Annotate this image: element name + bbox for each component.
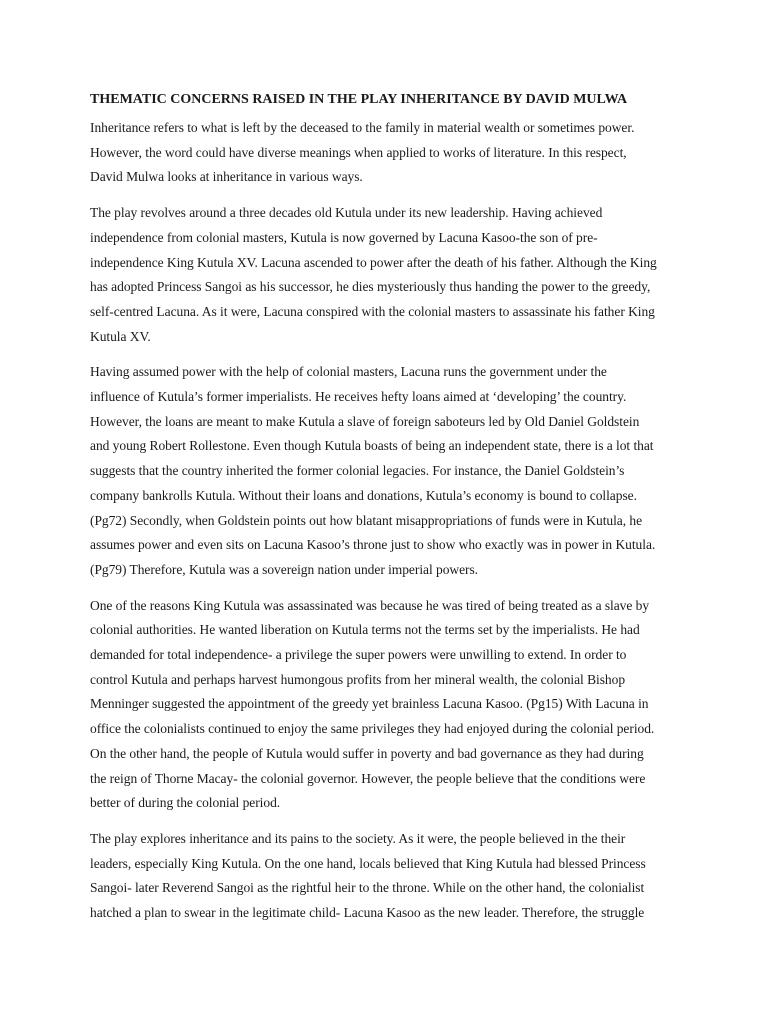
paragraph-line: David Mulwa looks at inheritance in various ways.: [90, 169, 363, 185]
paragraph-line: One of the reasons King Kutula was assassinated was because he was tired of being treated as a slave by: [90, 597, 650, 613]
paragraph-line: Menninger suggested the appointment of the greedy yet brainless Lacuna Kasoo. (Pg15) With Lacuna in: [90, 696, 649, 712]
paragraph-line: influence of Kutula’s former imperialists. He receives hefty loans aimed at ‘developing’ the country.: [90, 389, 627, 405]
paragraph-line: However, the word could have diverse meanings when applied to works of literature. In this respect,: [90, 144, 627, 160]
paragraph-line: suggests that the country inherited the former colonial legacies. For instance, the Daniel Goldstein’s: [90, 463, 625, 479]
paragraph-line: self-centred Lacuna. As it were, Lacuna conspired with the colonial masters to assassinate his father King: [90, 303, 655, 319]
paragraph-line: leaders, especially King Kutula. On the one hand, locals believed that King Kutula had blessed Princess: [90, 855, 646, 871]
paragraph-line: colonial authorities. He wanted liberation on Kutula terms not the terms set by the imperialists. He had: [90, 622, 640, 638]
paragraph-line: (Pg72) Secondly, when Goldstein points out how blatant misappropriations of funds were in Kutula, he: [90, 512, 643, 528]
paragraph-line: better of during the colonial period.: [90, 795, 281, 811]
paragraph-line: independence King Kutula XV. Lacuna ascended to power after the death of his father. Although the King: [90, 254, 657, 270]
paragraph-line: and young Robert Rollestone. Even though Kutula boasts of being an independent state, there is a lot that: [90, 438, 654, 454]
paragraph-line: Kutula XV.: [90, 328, 151, 344]
paragraph-5: [90, 827, 678, 926]
paragraph-line: office the colonialists continued to enjoy the same privileges they had enjoyed during the colonial period.: [90, 721, 655, 737]
paragraph-line: demanded for total independence- a privilege the super powers were unwilling to extend. In order to: [90, 647, 627, 663]
paragraph-line: company bankrolls Kutula. Without their loans and donations, Kutula’s economy is bound to collapse.: [90, 487, 637, 503]
paragraph-line: hatched a plan to swear in the legitimate child- Lacuna Kasoo as the new leader. Therefore, the struggle: [90, 905, 645, 921]
paragraph-line: On the other hand, the people of Kutula would suffer in poverty and bad governance as they had during: [90, 745, 644, 761]
paragraph-line: Having assumed power with the help of colonial masters, Lacuna runs the government under the: [90, 364, 607, 380]
paragraph-line: independence from colonial masters, Kutula is now governed by Lacuna Kasoo-the son of pre-: [90, 229, 598, 245]
paragraph-3: [90, 360, 678, 582]
paragraph-line: control Kutula and perhaps harvest humongous profits from her mineral wealth, the colonial Bishop: [90, 671, 626, 687]
document-page: [90, 88, 678, 937]
paragraph-line: Sangoi- later Reverend Sangoi as the rightful heir to the throne. While on the other hand, the colonialist: [90, 880, 645, 896]
paragraph-line: However, the loans are meant to make Kutula a slave of foreign saboteurs led by Old Daniel Goldstein: [90, 413, 640, 429]
paragraph-2: [90, 201, 678, 349]
paragraph-line: assumes power and even sits on Lacuna Kasoo’s throne just to show who exactly was in power in Kutula.: [90, 537, 656, 553]
paragraph-line: has adopted Princess Sangoi as his successor, he dies mysteriously thus handing the power to the greedy,: [90, 279, 651, 295]
paragraph-line: (Pg79) Therefore, Kutula was a sovereign nation under imperial powers.: [90, 561, 479, 577]
paragraph-line: The play explores inheritance and its pains to the society. As it were, the people believed in the their: [90, 830, 626, 846]
paragraph-1: [90, 116, 678, 190]
paragraph-4: [90, 594, 678, 816]
paragraph-line: Inheritance refers to what is left by the deceased to the family in material wealth or sometimes power.: [90, 120, 635, 135]
paragraph-line: the reign of Thorne Macay- the colonial governor. However, the people believe that the conditions were: [90, 770, 646, 786]
document-title: THEMATIC CONCERNS RAISED IN THE PLAY INHERITANCE BY DAVID MULWA: [90, 92, 628, 107]
paragraph-line: The play revolves around a three decades old Kutula under its new leadership. Having achieved: [90, 205, 603, 221]
